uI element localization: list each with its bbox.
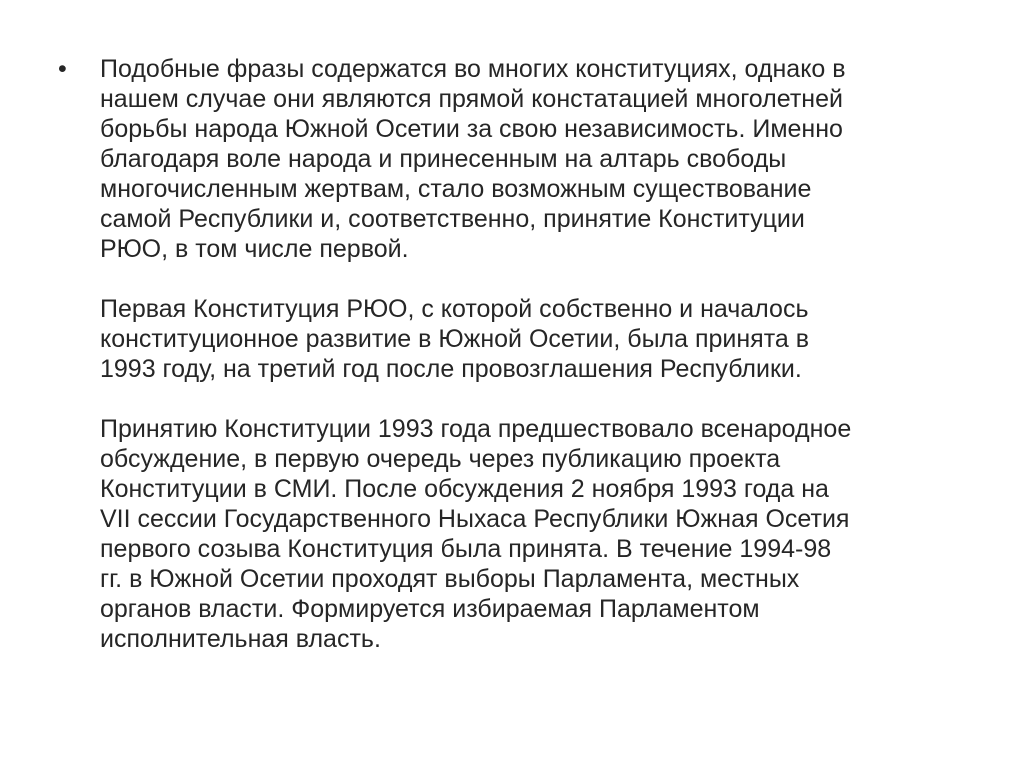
text-line: VII сессии Государственного Ныхаса Республики Южная Осетия [100, 505, 850, 533]
paragraph-spacer [100, 384, 980, 414]
text-line: благодаря воле народа и принесенным на алтарь свободы [100, 145, 787, 173]
paragraph-3 [100, 414, 980, 654]
text-line: исполнительная власть. [100, 625, 381, 653]
text-line: Первая Конституция РЮО, с которой собственно и началось [100, 295, 809, 323]
text-line: обсуждение, в первую очередь через публикацию проекта [100, 445, 781, 473]
text-line: самой Республики и, соответственно, принятие Конституции [100, 205, 805, 233]
text-line: органов власти. Формируется избираемая Парламентом [100, 595, 760, 623]
text-line: 1993 году, на третий год после провозглашения Республики. [100, 355, 802, 383]
paragraph-2 [100, 294, 980, 384]
text-line: нашем случае они являются прямой констатацией многолетней [100, 85, 843, 113]
text-line: конституционное развитие в Южной Осетии, была принята в [100, 325, 810, 353]
text-line: гг. в Южной Осетии проходят выборы Парламента, местных [100, 565, 800, 593]
text-line: РЮО, в том числе первой. [100, 235, 409, 263]
text-line: Принятию Конституции 1993 года предшествовало всенародное [100, 415, 852, 443]
paragraph-1 [100, 54, 980, 264]
bullet-dot-icon: • [58, 55, 67, 83]
text-line: Конституции в СМИ. После обсуждения 2 ноября 1993 года на [100, 475, 829, 503]
paragraph-spacer [100, 264, 980, 294]
text-line: первого созыва Конституция была принята. В течение 1994-98 [100, 535, 832, 563]
text-line: многочисленным жертвам, стало возможным существование [100, 175, 812, 203]
text-line: Подобные фразы содержатся во многих конституциях, однако в [100, 55, 846, 83]
text-line: борьбы народа Южной Осетии за свою независимость. Именно [100, 115, 843, 143]
bullet-text [100, 54, 980, 654]
